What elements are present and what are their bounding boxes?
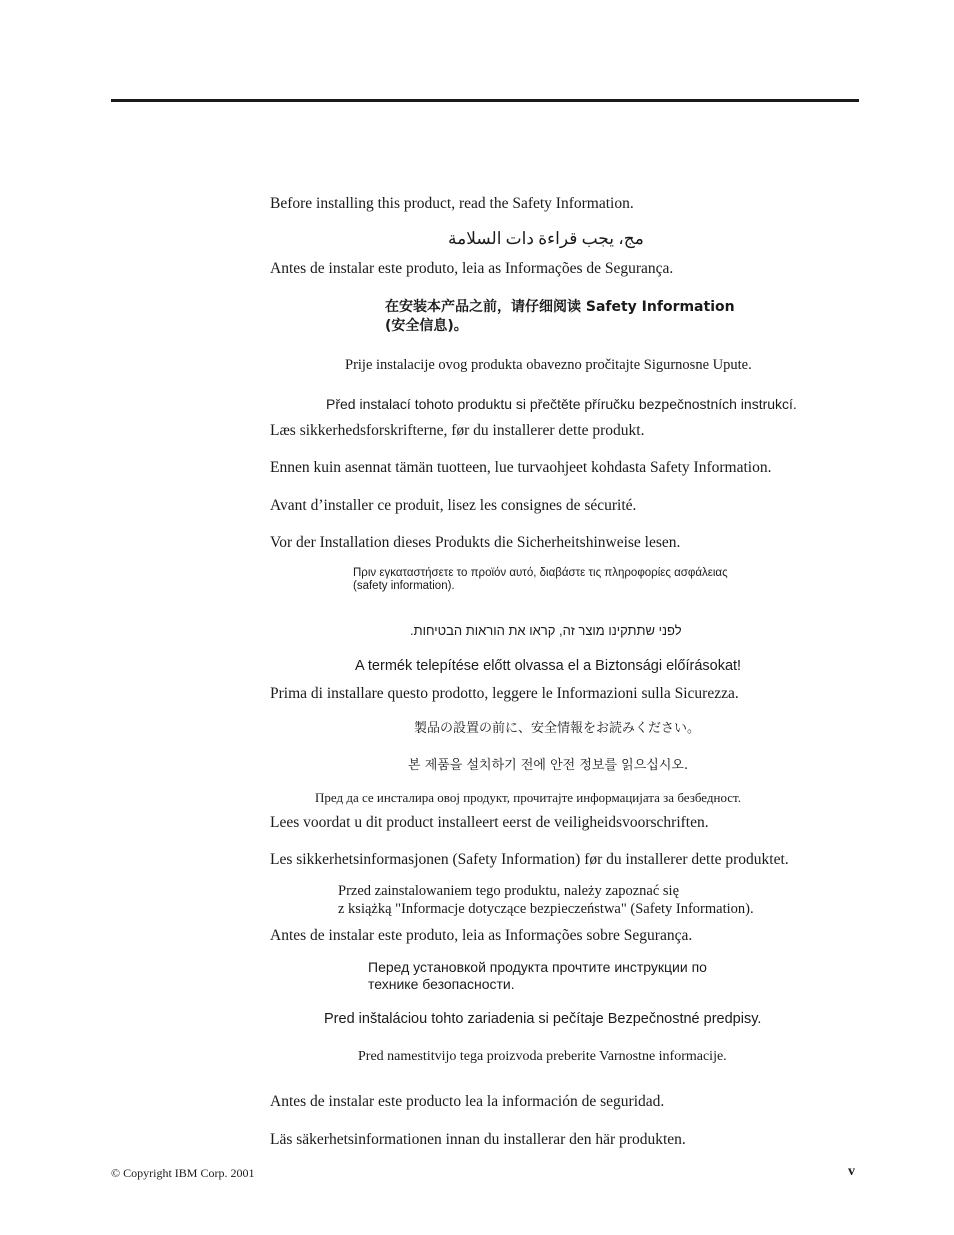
notice-hebrew: לפני שתתקינו מוצר זה, קראו את הוראות הבטיחות. bbox=[410, 623, 682, 638]
top-rule bbox=[111, 99, 859, 102]
notice-macedonian: Пред да се инсталира овој продукт, прочитајте информацијата за безбедност. bbox=[315, 790, 741, 805]
notice-swedish: Läs säkerhetsinformationen innan du installerar den här produkten. bbox=[270, 1131, 686, 1148]
notice-english: Before installing this product, read the Safety Information. bbox=[270, 195, 634, 212]
notice-dutch: Lees voordat u dit product installeert eerst de veiligheidsvoorschriften. bbox=[270, 814, 709, 831]
notice-french: Avant d’installer ce produit, lisez les consignes de sécurité. bbox=[270, 497, 637, 514]
notice-portuguese-brazil: Antes de instalar este produto, leia as Informações de Segurança. bbox=[270, 260, 674, 277]
notice-polish-line1: Przed zainstalowaniem tego produktu, należy zapoznać się bbox=[338, 883, 680, 899]
notice-portuguese: Antes de instalar este produto, leia as Informações sobre Segurança. bbox=[270, 927, 693, 944]
notice-danish: Læs sikkerhedsforskrifterne, før du installerer dette produkt. bbox=[270, 422, 645, 439]
notice-korean: 본 제품을 설치하기 전에 안전 정보를 읽으십시오. bbox=[408, 758, 689, 773]
copyright-notice: © Copyright IBM Corp. 2001 bbox=[111, 1166, 255, 1180]
notice-polish-line2: z książką "Informacje dotyczące bezpieczeństwa" (Safety Information). bbox=[338, 901, 754, 917]
notice-spanish: Antes de instalar este producto lea la información de seguridad. bbox=[270, 1093, 665, 1110]
notice-norwegian: Les sikkerhetsinformasjonen (Safety Information) før du installerer dette produktet. bbox=[270, 851, 789, 868]
notice-greek-line2: (safety information). bbox=[353, 580, 455, 592]
notice-czech: Před instalací tohoto produktu si přečtěte příručku bezpečnostních instrukcí. bbox=[326, 396, 797, 412]
notice-chinese-simplified-line2: (安全信息)。 bbox=[385, 318, 468, 334]
notice-arabic: مج، يجب قراءة دات السلامة bbox=[448, 229, 644, 248]
page-number: v bbox=[848, 1164, 855, 1179]
notice-russian-line2: технике безопасности. bbox=[368, 976, 515, 992]
notice-finnish: Ennen kuin asennat tämän tuotteen, lue turvaohjeet kohdasta Safety Information. bbox=[270, 459, 772, 476]
notice-croatian: Prije instalacije ovog produkta obavezno pročitajte Sigurnosne Upute. bbox=[345, 357, 752, 373]
notice-slovenian: Pred namestitvijo tega proizvoda preberite Varnostne informacije. bbox=[358, 1049, 727, 1064]
notice-japanese: 製品の設置の前に、安全情報をお読みください。 bbox=[414, 721, 701, 736]
notice-russian-line1: Перед установкой продукта прочтите инструкции по bbox=[368, 959, 707, 975]
notice-italian: Prima di installare questo prodotto, leggere le Informazioni sulla Sicurezza. bbox=[270, 685, 739, 702]
notice-slovak: Pred inštaláciou tohto zariadenia si pečítaje Bezpečnostné predpisy. bbox=[324, 1011, 762, 1027]
notice-greek-line1: Πριν εγκαταστήσετε το προϊόν αυτό, διαβάστε τις πληροφορίες ασφάλειας bbox=[353, 567, 728, 579]
notice-chinese-simplified-line1: 在安装本产品之前，请仔细阅读 Safety Information bbox=[385, 299, 735, 315]
notice-hungarian: A termék telepítése előtt olvassa el a Biztonsági előírásokat! bbox=[355, 658, 742, 674]
notice-german: Vor der Installation dieses Produkts die Sicherheitshinweise lesen. bbox=[270, 534, 681, 551]
